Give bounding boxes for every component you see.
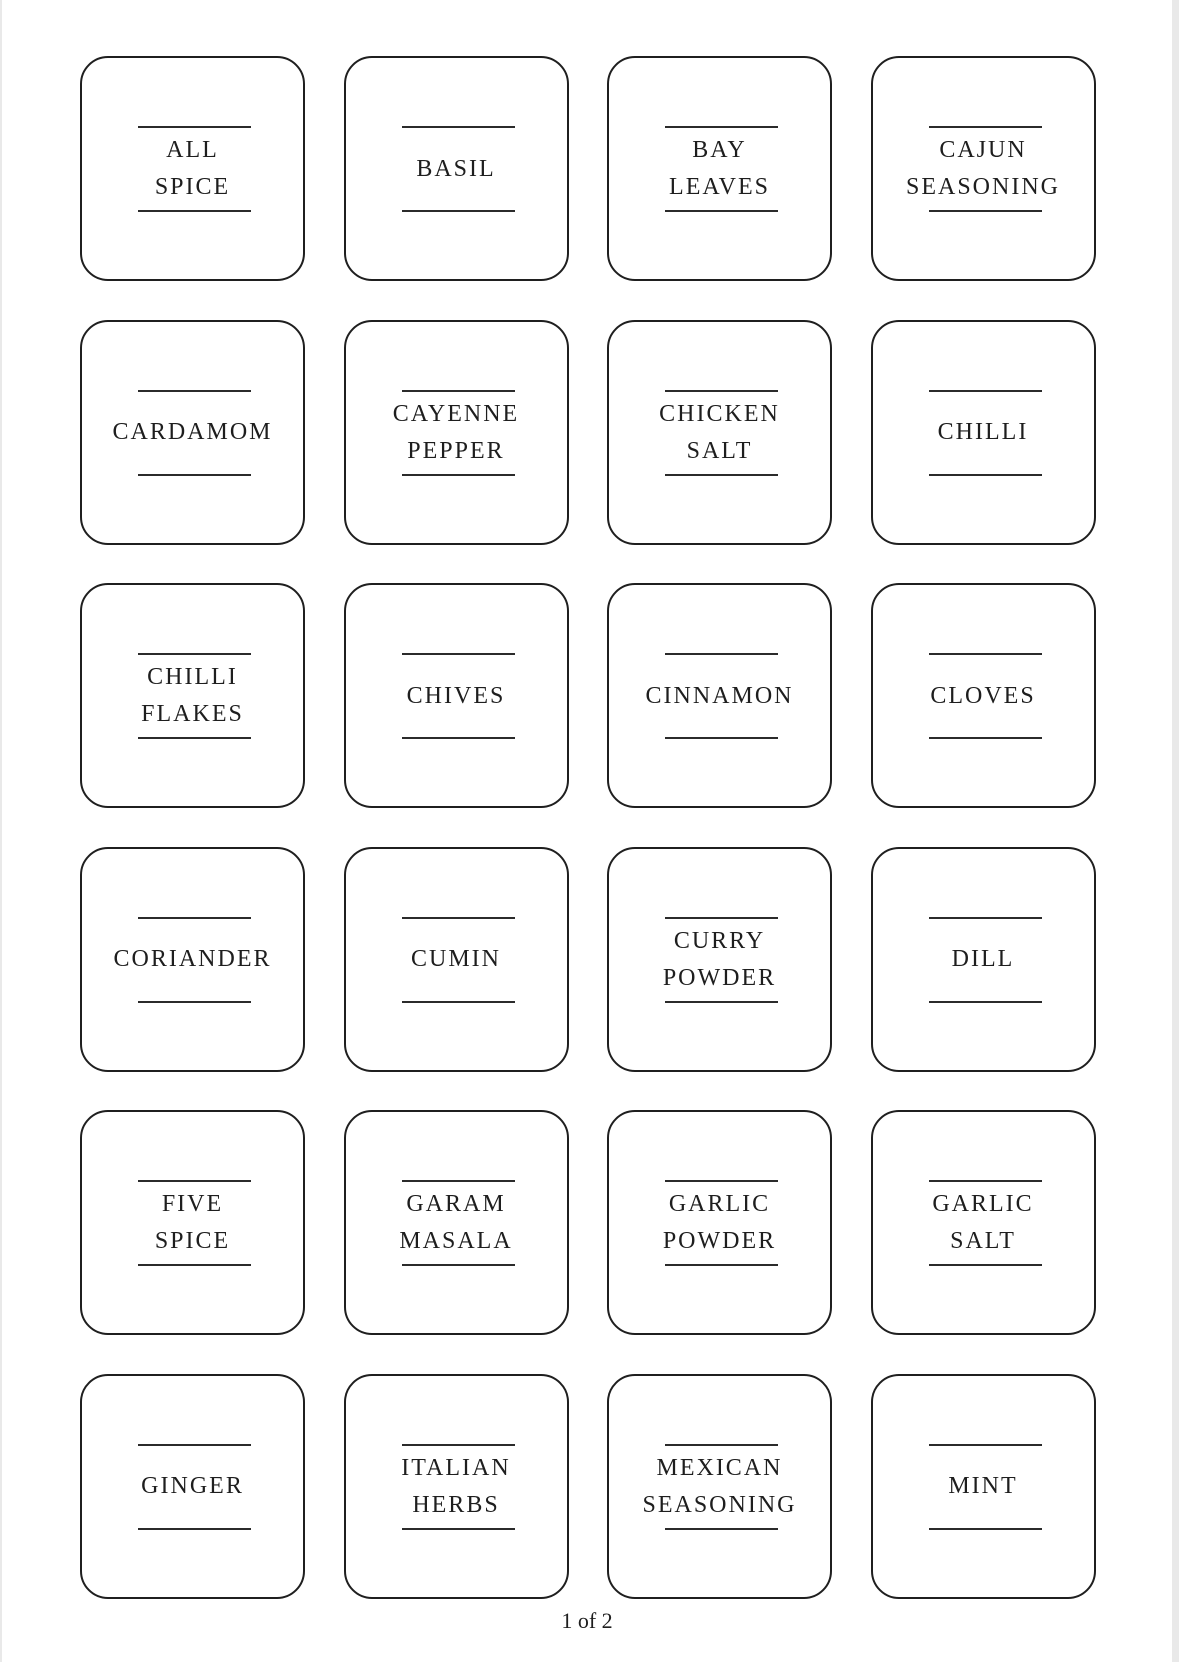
label-text: MINT	[948, 1473, 1018, 1499]
bottom-rule	[138, 1001, 251, 1003]
bottom-rule	[402, 1528, 515, 1530]
bottom-rule	[138, 210, 251, 212]
label-text: ITALIAN HERBS	[401, 1454, 511, 1518]
spice-label	[607, 56, 832, 281]
label-text: GARAM MASALA	[399, 1191, 513, 1254]
bottom-rule	[138, 474, 251, 476]
spice-label	[871, 583, 1096, 808]
bottom-rule	[138, 737, 251, 739]
label-text: BAY LEAVES	[669, 137, 770, 200]
spice-label	[871, 1110, 1096, 1335]
bottom-rule	[665, 1264, 778, 1266]
label-text: DILL	[951, 946, 1015, 972]
spice-label	[871, 320, 1096, 545]
spice-label	[80, 1374, 305, 1599]
bottom-rule	[402, 210, 515, 212]
spice-label	[607, 1110, 832, 1335]
label-text: GARLIC SALT	[932, 1191, 1034, 1254]
bottom-rule	[402, 1001, 515, 1003]
page-number: 1 of 2	[561, 1608, 613, 1633]
spice-label	[344, 583, 569, 808]
bottom-rule	[929, 474, 1042, 476]
label-text: BASIL	[416, 155, 496, 182]
spice-label	[871, 1374, 1096, 1599]
spice-label	[80, 583, 305, 808]
bottom-rule	[402, 737, 515, 739]
spice-label	[607, 320, 832, 545]
label-text: CHIVES	[406, 682, 506, 709]
spice-label	[344, 847, 569, 1072]
spice-label	[344, 1110, 569, 1335]
label-text: FIVE SPICE	[154, 1191, 231, 1254]
spice-label	[344, 320, 569, 545]
label-text: CURRY POWDER	[662, 927, 777, 991]
bottom-rule	[665, 474, 778, 476]
label-text: CHICKEN SALT	[659, 400, 780, 464]
label-text: CORIANDER	[113, 946, 272, 972]
label-text: GINGER	[141, 1473, 244, 1499]
spice-label	[80, 320, 305, 545]
bottom-rule	[402, 1264, 515, 1266]
label-text: CARDAMOM	[112, 419, 273, 445]
spice-label	[607, 847, 832, 1072]
label-text: CAJUN SEASONING	[905, 137, 1060, 200]
spice-label	[871, 56, 1096, 281]
spice-label	[80, 1110, 305, 1335]
spice-label	[344, 1374, 569, 1599]
label-text: CHILLI	[937, 419, 1029, 445]
bottom-rule	[665, 1528, 778, 1530]
bottom-rule	[929, 1001, 1042, 1003]
spice-label	[80, 847, 305, 1072]
bottom-rule	[665, 210, 778, 212]
bottom-rule	[929, 210, 1042, 212]
bottom-rule	[665, 1001, 778, 1003]
label-text: CHILLI FLAKES	[141, 664, 244, 727]
spice-label	[607, 1374, 832, 1599]
document-page	[2, 0, 1172, 1662]
bottom-rule	[402, 474, 515, 476]
bottom-rule	[138, 1264, 251, 1266]
spice-label	[871, 847, 1096, 1072]
label-grid	[80, 56, 1096, 1599]
label-text: CUMIN	[410, 946, 501, 972]
spice-label	[607, 583, 832, 808]
bottom-rule	[929, 737, 1042, 739]
label-text: MEXICAN SEASONING	[642, 1454, 797, 1518]
bottom-rule	[665, 737, 778, 739]
label-text: CINNAMON	[645, 682, 794, 709]
bottom-rule	[138, 1528, 251, 1530]
label-text: GARLIC POWDER	[662, 1191, 777, 1254]
bottom-rule	[929, 1264, 1042, 1266]
spice-label	[344, 56, 569, 281]
label-text: CAYENNE PEPPER	[392, 400, 520, 464]
label-text: ALL SPICE	[154, 137, 231, 200]
label-text: CLOVES	[930, 682, 1036, 709]
bottom-rule	[929, 1528, 1042, 1530]
spice-label	[80, 56, 305, 281]
